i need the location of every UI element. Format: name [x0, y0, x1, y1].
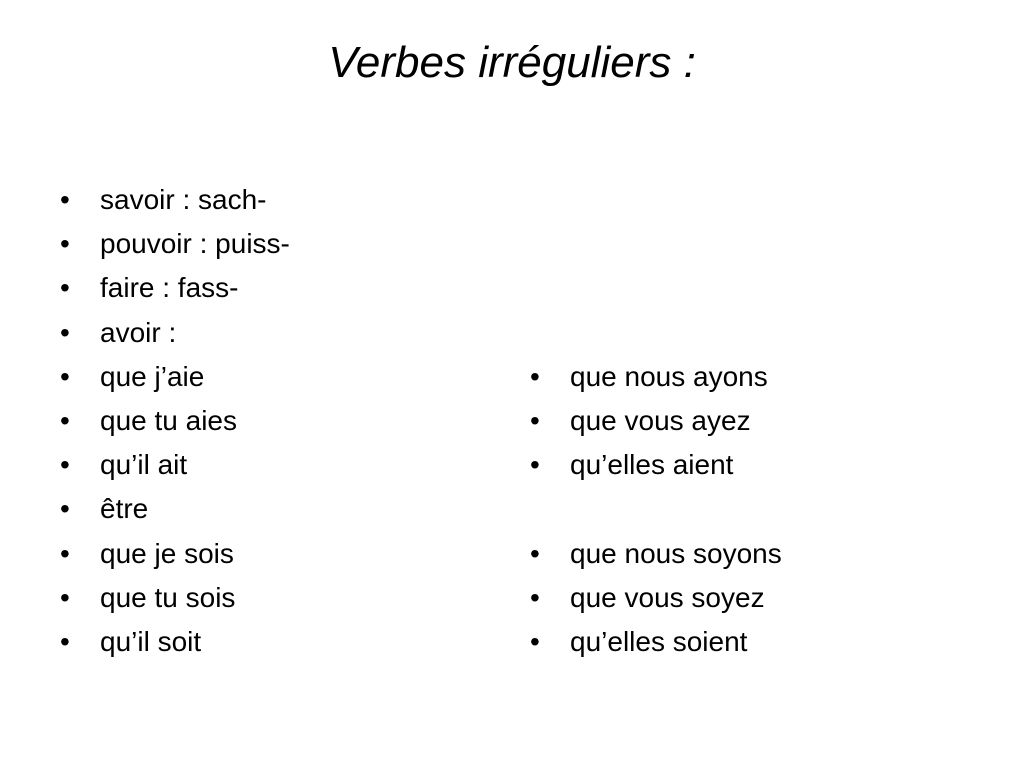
- bullet-icon: [60, 355, 80, 399]
- list-item-text: que je sois: [100, 537, 234, 569]
- list-item: [530, 532, 970, 576]
- list-item: [60, 443, 500, 487]
- bullet-icon: [60, 532, 80, 576]
- list-item: [60, 178, 500, 222]
- left-bullet-list: [60, 178, 500, 664]
- list-item-text: que tu sois: [100, 581, 236, 613]
- bullet-icon: [60, 576, 80, 620]
- list-item-text: qu’elles soient: [570, 626, 748, 658]
- list-item-text: avoir :: [100, 316, 177, 348]
- list-item: [60, 620, 500, 664]
- bullet-icon: [60, 620, 80, 664]
- list-item-text: pouvoir : puiss-: [100, 228, 290, 260]
- list-item: [530, 355, 970, 399]
- list-item-text: que tu aies: [100, 404, 237, 436]
- bullet-icon: [60, 487, 80, 531]
- list-item-text: que j’aie: [100, 360, 205, 392]
- list-item-text: que nous soyons: [570, 537, 782, 569]
- bullet-icon: [530, 355, 550, 399]
- bullet-icon: [530, 443, 550, 487]
- bullet-icon: [530, 620, 550, 664]
- list-item-text: que vous ayez: [570, 405, 751, 437]
- list-item-text: qu’elles aient: [570, 449, 734, 481]
- list-item: [60, 399, 500, 443]
- list-item-text: qu’il soit: [100, 625, 202, 657]
- bullet-icon: [60, 222, 80, 266]
- list-item: [530, 576, 970, 620]
- list-item-text: être: [100, 493, 149, 525]
- list-item-text: qu’il ait: [100, 449, 188, 481]
- list-item-text: que vous soyez: [570, 581, 765, 613]
- bullet-icon: [60, 266, 80, 310]
- list-item: [530, 443, 970, 487]
- list-item: [60, 355, 500, 399]
- right-bullet-list: [530, 355, 970, 664]
- bullet-icon: [530, 532, 550, 576]
- list-item: [60, 311, 500, 355]
- bullet-icon: [60, 178, 80, 222]
- bullet-icon: [60, 443, 80, 487]
- bullet-icon: [60, 311, 80, 355]
- list-item-text: que nous ayons: [570, 361, 768, 392]
- list-item: [60, 266, 500, 310]
- bullet-icon: [530, 399, 550, 443]
- list-item: [530, 620, 970, 664]
- list-item-text: faire : fass-: [100, 272, 239, 304]
- list-item-text: savoir : sach-: [100, 184, 267, 215]
- bullet-icon: [530, 576, 550, 620]
- list-item: [60, 222, 500, 266]
- bullet-icon: [60, 399, 80, 443]
- list-item: [530, 399, 970, 443]
- list-spacer: [530, 488, 970, 532]
- list-item: [60, 487, 500, 531]
- list-item: [60, 576, 500, 620]
- list-item: [60, 532, 500, 576]
- slide-title: Verbes irréguliers :: [328, 38, 696, 87]
